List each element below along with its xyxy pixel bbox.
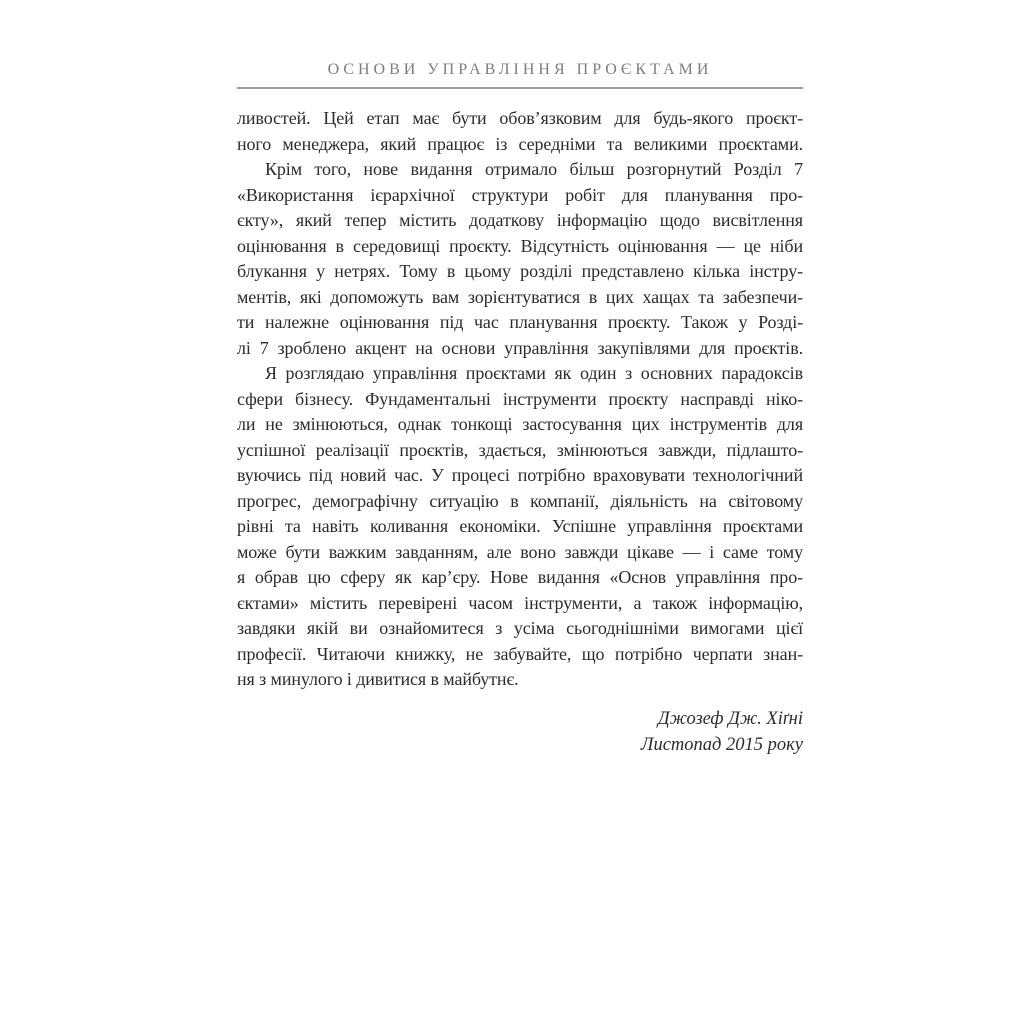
signature-date: Листопад 2015 року xyxy=(640,735,803,755)
text-line: блукання у нетрях. Тому в цьому розділі представлено кілька інстру- xyxy=(237,261,803,281)
text-line: ти належне оцінювання під час планування проєкту. Також у Розді- xyxy=(237,312,803,332)
text-line: єкту», який тепер містить додаткову інформацію щодо висвітлення xyxy=(237,210,803,230)
running-title: ОСНОВИ УПРАВЛІННЯ ПРОЄКТАМИ xyxy=(327,61,713,78)
text-line: прогрес, демографічну ситуацію в компанії, діяльність на світовому xyxy=(237,490,803,511)
author-name: Джозеф Дж. Хіґні xyxy=(657,709,803,729)
text-line: успішної реалізації проєктів, здається, змінюються завжди, підлашто- xyxy=(237,439,803,460)
text-line: ментів, які допоможуть вам зорієнтуватися в цих хащах та забезпечи- xyxy=(237,286,803,307)
body-text xyxy=(237,106,803,693)
text-line: оцінювання в середовищі проєкту. Відсутність оцінювання — це ніби xyxy=(237,235,803,256)
text-line: ня з минулого і дивитися в майбутнє. xyxy=(237,669,519,689)
text-line: професії. Читаючи книжку, не забувайте, що потрібно черпати знан- xyxy=(237,643,803,664)
text-line: вуючись під новий час. У процесі потрібно враховувати технологічний xyxy=(237,465,803,485)
text-line: рівні та навіть коливання економіки. Успішне управління проєктами xyxy=(237,516,803,536)
text-line: ливостей. Цей етап має бути обов’язковим для будь-якого проєкт- xyxy=(237,108,803,128)
signature-block xyxy=(237,706,803,758)
paragraph xyxy=(237,361,803,693)
text-line: сфери бізнесу. Фундаментальні інструменти проєкту насправді ніко- xyxy=(237,388,803,409)
text-line: я обрав цю сферу як кар’єру. Нове видання «Основ управління про- xyxy=(237,567,803,587)
paragraph xyxy=(237,106,803,157)
text-line: Крім того, нове видання отримало більш розгорнутий Розділ 7 xyxy=(265,159,803,179)
header-rule xyxy=(237,87,803,89)
text-line: може бути важким завданням, але воно завжди цікаве — і саме тому xyxy=(237,541,803,562)
text-line: Я розглядаю управління проєктами як один з основних парадоксів xyxy=(265,363,803,383)
text-line: «Використання ієрархічної структури робіт для планування про- xyxy=(237,184,803,205)
text-line: єктами» містить перевірені часом інструменти, а також інформацію, xyxy=(237,592,803,613)
text-line: ли не змінюються, однак тонкощі застосування цих інструментів для xyxy=(237,414,803,434)
text-line: завдяки якій ви ознайомитеся з усіма сьогоднішніми вимогами цієї xyxy=(237,618,803,638)
text-line: ного менеджера, який працює із середніми та великими проєктами. xyxy=(237,133,803,154)
paragraph xyxy=(237,157,803,361)
text-line: лі 7 зроблено акцент на основи управління закупівлями для проєктів. xyxy=(237,337,803,358)
